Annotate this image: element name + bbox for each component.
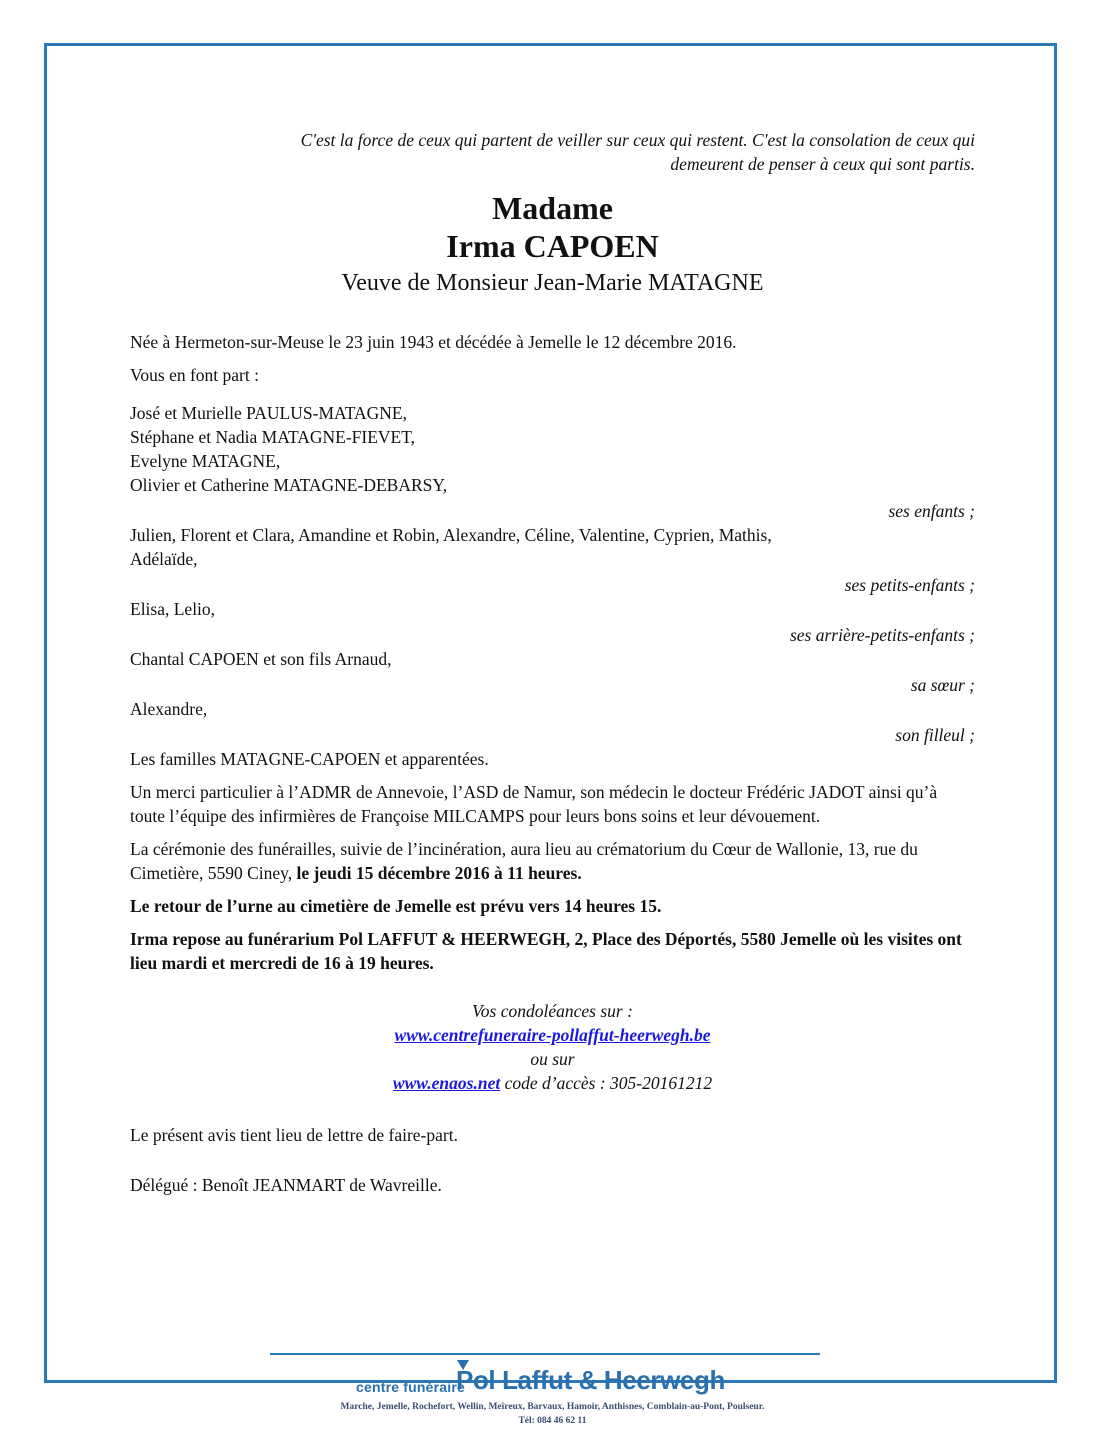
delegate-line: Délégué : Benoît JEANMART de Wavreille. — [130, 1175, 442, 1195]
grandchildren-line-2: Adélaïde, — [130, 549, 198, 569]
footer-divider — [270, 1353, 820, 1355]
quote-line-2: demeurent de penser à ceux qui sont partis. — [670, 154, 975, 174]
grandchildren-relation: ses petits-enfants ; — [844, 575, 975, 595]
footer-phone: Tél: 084 46 62 11 — [518, 1416, 587, 1426]
footer-towns: Marche, Jemelle, Rochefort, Wellin, Meîreux, Barvaux, Hamoir, Anthisnes, Comblain-au-Pont, Poulseur. — [340, 1402, 765, 1412]
children-relation: ses enfants ; — [888, 501, 975, 521]
enaos-link[interactable]: www.enaos.net — [392, 1073, 501, 1093]
ceremony-date: le jeudi 15 décembre 2016 à 11 heures. — [296, 863, 582, 883]
obituary-content — [130, 128, 975, 1197]
access-code: code d’accès : 305-20161212 — [500, 1073, 713, 1093]
quote-line-1: C'est la force de ceux qui partent de veiller sur ceux qui restent. C'est la consolation de ceux qui — [300, 130, 975, 150]
funeral-home-logo — [356, 1360, 736, 1396]
logo-big-text: Pol Laffut & Heerwegh — [456, 1365, 725, 1395]
condolences-label: Vos condoléances sur : — [472, 1001, 633, 1021]
funerarium-paragraph: Irma repose au funérarium Pol LAFFUT & HEERWEGH, 2, Place des Déportés, 5580 Jemelle où les visites ont lieu mardi et mercredi de 16 à 19 heures. — [130, 929, 962, 973]
birth-death-line: Née à Hermeton-sur-Meuse le 23 juin 1943 et décédée à Jemelle le 12 décembre 2016. — [130, 332, 737, 352]
condolences-or: ou sur — [530, 1049, 575, 1069]
godson: Alexandre, — [130, 699, 208, 719]
list-item: Evelyne MATAGNE, — [130, 451, 281, 471]
condolences-block — [130, 999, 975, 1095]
deceased-name: Irma CAPOEN — [446, 228, 659, 264]
thanks-paragraph: Un merci particulier à l’ADMR de Annevoie, l’ASD de Namur, son médecin le docteur Frédéric JADOT ainsi qu’à toute l’équipe des infirmières de Françoise MILCAMPS pour leurs bons soins et leur dévouement. — [130, 782, 938, 826]
urn-paragraph: Le retour de l’urne au cimetière de Jemelle est prévu vers 14 heures 15. — [130, 896, 662, 916]
godson-relation: son filleul ; — [895, 725, 975, 745]
intro-line: Vous en font part : — [130, 365, 259, 385]
notice-line: Le présent avis tient lieu de lettre de faire-part. — [130, 1125, 458, 1145]
epigraph-quote — [130, 128, 975, 176]
great-grandchildren-relation: ses arrière-petits-enfants ; — [789, 625, 975, 645]
children-list — [130, 401, 975, 497]
sister: Chantal CAPOEN et son fils Arnaud, — [130, 649, 392, 669]
funeral-center-link[interactable]: www.centrefuneraire-pollaffut-heerwegh.be — [394, 1025, 711, 1045]
sister-relation: sa sœur ; — [910, 675, 975, 695]
grandchildren-line-1: Julien, Florent et Clara, Amandine et Robin, Alexandre, Céline, Valentine, Cyprien, Mathis, — [130, 525, 772, 545]
ceremony-text: La cérémonie des funérailles, suivie de l’incinération, aura lieu au crématorium du Cœur de Wallonie, 13, rue du Cimetière, 5590 Ciney, — [130, 839, 918, 883]
families-line: Les familles MATAGNE-CAPOEN et apparentées. — [130, 749, 489, 769]
list-item: Olivier et Catherine MATAGNE-DEBARSY, — [130, 475, 448, 495]
list-item: José et Murielle PAULUS-MATAGNE, — [130, 403, 407, 423]
great-grandchildren: Elisa, Lelio, — [130, 599, 216, 619]
widow-of: Veuve de Monsieur Jean-Marie MATAGNE — [341, 270, 764, 296]
ceremony-paragraph — [130, 837, 975, 885]
title-madame: Madame — [492, 190, 613, 226]
logo-small-text: centre funéraire — [356, 1379, 466, 1395]
list-item: Stéphane et Nadia MATAGNE-FIEVET, — [130, 427, 416, 447]
